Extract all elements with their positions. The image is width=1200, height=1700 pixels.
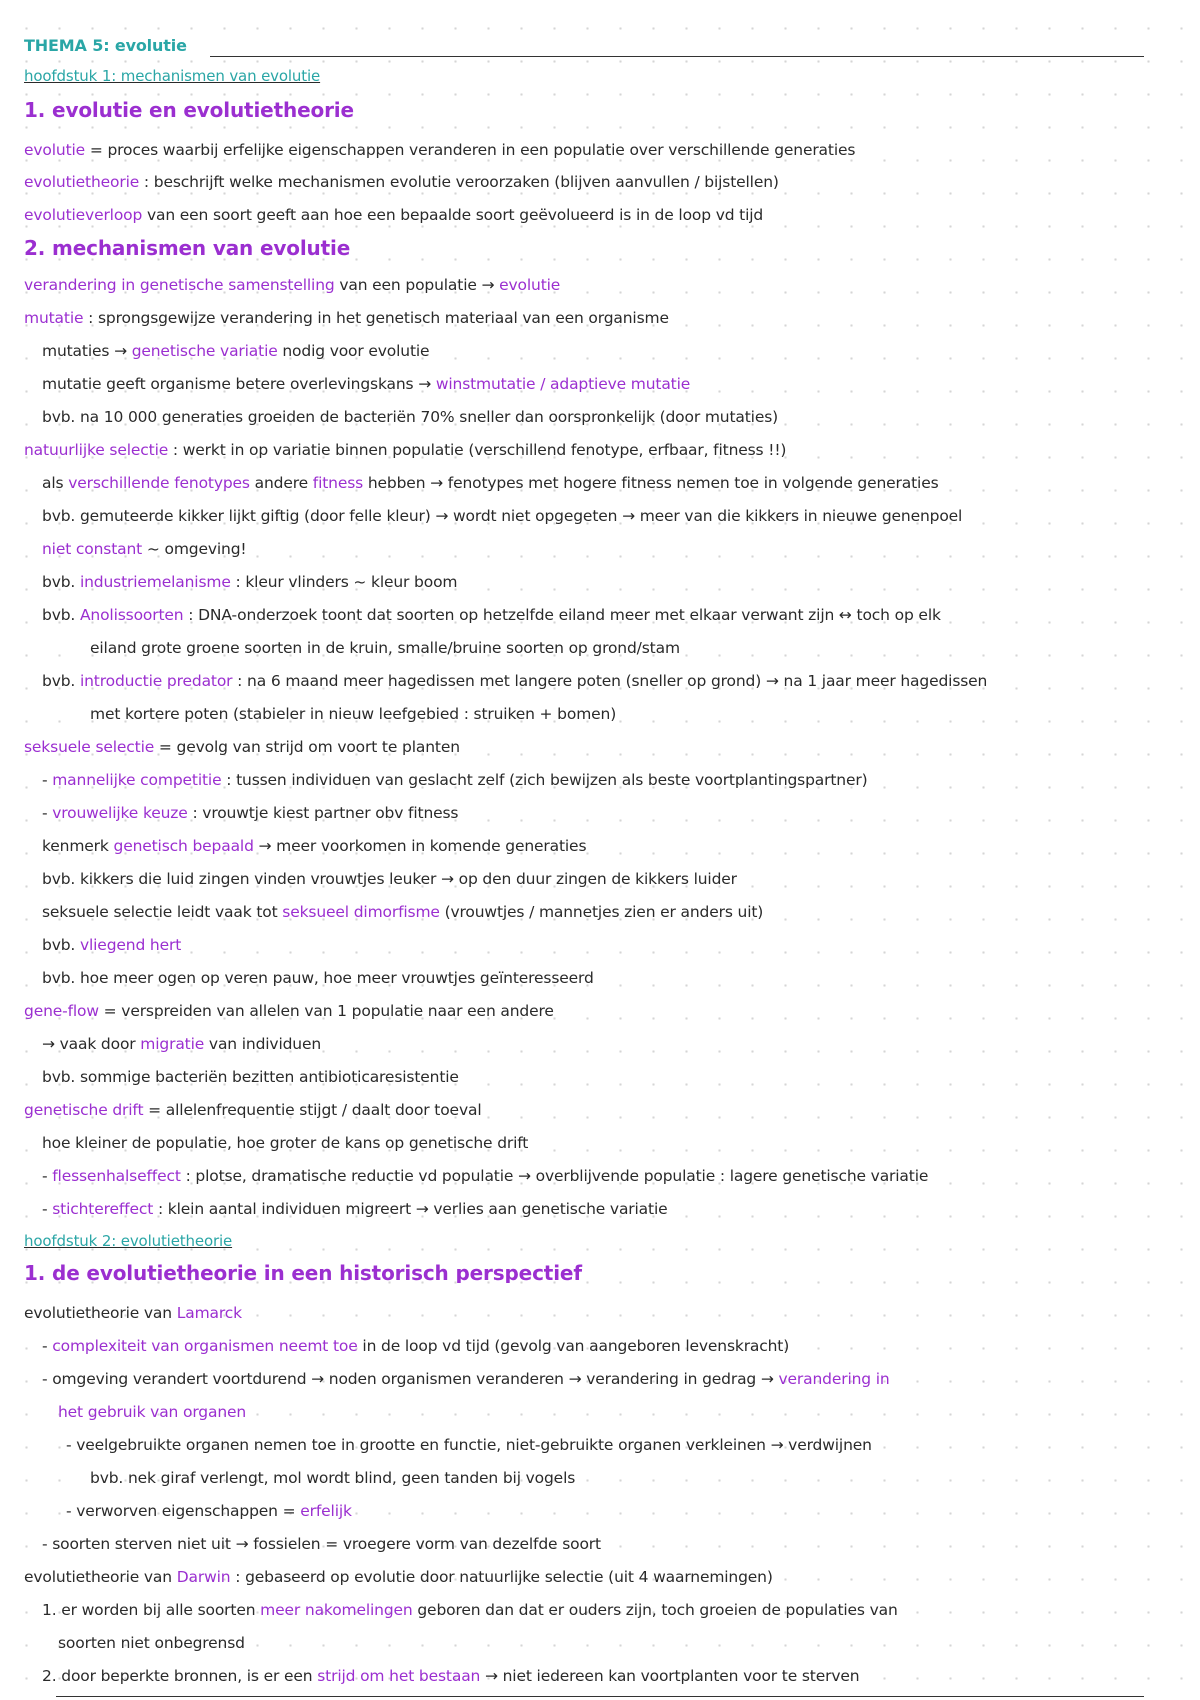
note-line — [42, 1534, 1182, 1554]
note-line — [42, 1336, 1182, 1356]
note-text: bvb. hoe meer ogen op veren pauw, hoe meer vrouwtjes geïnteresseerd — [42, 969, 594, 987]
note-line — [24, 1303, 1182, 1323]
note-line — [24, 1567, 1182, 1587]
highlighted-term: verandering in — [778, 1370, 890, 1388]
note-line — [58, 1402, 1182, 1422]
note-text: mutatie geeft organisme betere overlevingskans → — [42, 375, 436, 393]
note-line — [42, 671, 1182, 691]
note-text: van individuen — [204, 1035, 322, 1053]
highlighted-term: genetische drift — [24, 1101, 144, 1119]
highlighted-term: vrouwelijke keuze — [52, 804, 188, 822]
note-text: andere — [249, 474, 313, 492]
note-line — [42, 374, 1182, 394]
highlighted-term: migratie — [140, 1035, 205, 1053]
note-line — [66, 1501, 1182, 1521]
note-text: - — [42, 804, 53, 822]
note-text: ~ omgeving! — [142, 540, 247, 558]
note-text: - veelgebruikte organen nemen toe in grootte en functie, niet-gebruikte organen verkleinen → verdwijnen — [66, 1436, 872, 1454]
note-text: : plotse, dramatische reductie vd populatie → overblijvende populatie : lagere genetische variatie — [180, 1167, 929, 1185]
note-text: nodig voor evolutie — [277, 342, 430, 360]
note-text: hoe kleiner de populatie, hoe groter de kans op genetische drift — [42, 1134, 529, 1152]
note-line — [42, 1133, 1182, 1153]
note-line — [58, 1633, 1182, 1653]
highlighted-term: Anolissoorten — [79, 606, 184, 624]
highlighted-term: seksuele selectie — [24, 738, 155, 756]
note-text: bvb. nek giraf verlengt, mol wordt blind, geen tanden bij vogels — [90, 1469, 576, 1487]
note-text: = verspreiden van allelen van 1 populatie naar een andere — [98, 1002, 554, 1020]
chapter-heading — [24, 1231, 1182, 1251]
note-text: evolutietheorie van — [24, 1568, 177, 1586]
note-line — [42, 770, 1182, 790]
note-line — [24, 440, 1182, 460]
note-text: van een soort geeft aan hoe een bepaalde soort geëvolueerd is in de loop vd tijd — [142, 206, 764, 224]
note-text: bvb. — [42, 936, 80, 954]
note-text: geboren dan dat er ouders zijn, toch groeien de populaties van — [412, 1601, 898, 1619]
note-text: hoofdstuk 1: mechanismen van evolutie — [24, 67, 321, 85]
note-text: → meer voorkomen in komende generaties — [253, 837, 587, 855]
note-line — [24, 275, 1182, 295]
note-text: - — [42, 1167, 53, 1185]
note-text: kenmerk — [42, 837, 114, 855]
note-line — [24, 1100, 1182, 1120]
note-text: - omgeving verandert voortdurend → noden organismen veranderen → verandering in gedrag → — [42, 1370, 779, 1388]
highlighted-term: niet constant — [42, 540, 143, 558]
highlighted-term: mannelijke competitie — [52, 771, 222, 789]
theme-title: THEMA 5: evolutie — [24, 36, 187, 55]
note-text: bvb. — [42, 672, 80, 690]
note-text: = gevolg van strijd om voort te planten — [154, 738, 460, 756]
note-line — [42, 572, 1182, 592]
footer-rule — [56, 1696, 1144, 1697]
note-line — [42, 902, 1182, 922]
highlighted-term: evolutieverloop — [24, 206, 143, 224]
note-text: mutaties → — [42, 342, 132, 360]
note-text: soorten niet onbegrensd — [58, 1634, 245, 1652]
highlighted-term: het gebruik van organen — [58, 1403, 247, 1421]
highlighted-term: meer nakomelingen — [260, 1601, 413, 1619]
note-line — [42, 836, 1182, 856]
note-text: als — [42, 474, 69, 492]
note-text: : DNA-onderzoek toont dat soorten op hetzelfde eiland meer met elkaar verwant zijn ↔ toch op elk — [183, 606, 941, 624]
note-text: eiland grote groene soorten in de kruin, smalle/bruine soorten op grond/stam — [90, 639, 680, 657]
note-text: bvb. na 10 000 generaties groeiden de bacteriën 70% sneller dan oorspronkelijk (door mutaties) — [42, 408, 779, 426]
note-line — [24, 1001, 1182, 1021]
highlighted-term: evolutietheorie — [24, 173, 140, 191]
note-text: bvb. kikkers die luid zingen vinden vrouwtjes leuker → op den duur zingen de kikkers luider — [42, 870, 737, 888]
note-line — [42, 1166, 1182, 1186]
note-line — [90, 1468, 1182, 1488]
note-text: bvb. — [42, 606, 80, 624]
note-text: = allelenfrequentie stijgt / daalt door toeval — [143, 1101, 482, 1119]
highlighted-term: strijd om het bestaan — [317, 1667, 481, 1685]
note-text: : kleur vlinders ~ kleur boom — [230, 573, 458, 591]
note-line — [24, 737, 1182, 757]
highlighted-term: genetische variatie — [131, 342, 278, 360]
note-text: evolutietheorie van — [24, 1304, 177, 1322]
note-text: in de loop vd tijd (gevolg van aangeboren levenskracht) — [357, 1337, 790, 1355]
highlighted-term: Darwin — [176, 1568, 231, 1586]
note-line — [42, 407, 1182, 427]
highlighted-term: flessenhalseffect — [52, 1167, 181, 1185]
note-text: - — [42, 1337, 53, 1355]
note-line — [42, 1199, 1182, 1219]
header-rule — [210, 56, 1144, 57]
highlighted-term: winstmutatie / adaptieve mutatie — [435, 375, 691, 393]
note-text: 2. door beperkte bronnen, is er een — [42, 1667, 318, 1685]
note-line — [24, 205, 1182, 225]
note-line — [90, 638, 1182, 658]
highlighted-term: 1. de evolutietheorie in een historisch perspectief — [24, 1263, 582, 1283]
note-text: : gebaseerd op evolutie door natuurlijke selectie (uit 4 waarnemingen) — [230, 1568, 773, 1586]
highlighted-term: verandering in genetische samenstelling — [24, 276, 335, 294]
note-text: met kortere poten (stabieler in nieuw leefgebied : struiken + bomen) — [90, 705, 617, 723]
highlighted-term: natuurlijke selectie — [24, 441, 169, 459]
note-text: 1. er worden bij alle soorten — [42, 1601, 261, 1619]
highlighted-term: verschillende fenotypes — [68, 474, 250, 492]
highlighted-term: evolutie — [24, 141, 86, 159]
section-heading — [24, 238, 1182, 258]
note-text: - verworven eigenschappen = — [66, 1502, 301, 1520]
note-text: hebben → fenotypes met hogere fitness nemen toe in volgende generaties — [363, 474, 939, 492]
note-text: van een populatie → — [334, 276, 500, 294]
note-line — [42, 1369, 1182, 1389]
highlighted-term: introductie predator — [79, 672, 233, 690]
note-text: → vaak door — [42, 1035, 141, 1053]
note-line — [42, 869, 1182, 889]
note-text: : werkt in op variatie binnen populatie (verschillend fenotype, erfbaar, fitness !!) — [168, 441, 787, 459]
note-text: bvb. — [42, 573, 80, 591]
note-line — [42, 1600, 1182, 1620]
note-line — [42, 1034, 1182, 1054]
highlighted-term: genetisch bepaald — [113, 837, 254, 855]
note-text: - soorten sterven niet uit → fossielen = vroegere vorm van dezelfde soort — [42, 1535, 601, 1553]
highlighted-term: seksueel dimorfisme — [282, 903, 440, 921]
highlighted-term: stichtereffect — [52, 1200, 154, 1218]
note-line — [24, 140, 1182, 160]
note-text: : sprongsgewijze verandering in het genetisch materiaal van een organisme — [83, 309, 669, 327]
note-line — [42, 1067, 1182, 1087]
note-line — [24, 172, 1182, 192]
note-text: - — [42, 1200, 53, 1218]
note-text: - — [42, 771, 53, 789]
highlighted-term: mutatie — [24, 309, 84, 327]
highlighted-term: Lamarck — [176, 1304, 242, 1322]
section-heading — [24, 100, 1182, 120]
chapter-heading — [24, 66, 1182, 86]
note-line — [42, 803, 1182, 823]
note-line — [66, 1435, 1182, 1455]
note-text: : vrouwtje kiest partner obv fitness — [187, 804, 459, 822]
highlighted-term: 1. evolutie en evolutietheorie — [24, 100, 354, 120]
highlighted-term: complexiteit van organismen neemt toe — [52, 1337, 358, 1355]
note-text: bvb. sommige bacteriën bezitten antibioticaresistentie — [42, 1068, 459, 1086]
note-text: hoofdstuk 2: evolutietheorie — [24, 1232, 233, 1250]
highlighted-term: vliegend hert — [79, 936, 182, 954]
note-text: : klein aantal individuen migreert → verlies aan genetische variatie — [153, 1200, 668, 1218]
highlighted-term: erfelijk — [300, 1502, 352, 1520]
note-line — [90, 704, 1182, 724]
note-line — [42, 605, 1182, 625]
note-line — [42, 1666, 1182, 1686]
note-line — [42, 968, 1182, 988]
note-text: = proces waarbij erfelijke eigenschappen veranderen in een populatie over verschillende generaties — [85, 141, 856, 159]
highlighted-term: industriemelanisme — [79, 573, 231, 591]
highlighted-term: 2. mechanismen van evolutie — [24, 238, 351, 258]
note-text: bvb. gemuteerde kikker lijkt giftig (door felle kleur) → wordt niet opgegeten → meer van die kikkers in nieuwe genenpoel — [42, 507, 963, 525]
note-line — [42, 935, 1182, 955]
note-text: : tussen individuen van geslacht zelf (zich bewijzen als beste voortplantingspartner) — [221, 771, 868, 789]
note-line — [42, 506, 1182, 526]
highlighted-term: evolutie — [499, 276, 561, 294]
note-text: (vrouwtjes / mannetjes zien er anders uit) — [439, 903, 764, 921]
note-line — [42, 341, 1182, 361]
note-text: → niet iedereen kan voortplanten voor te sterven — [480, 1667, 860, 1685]
highlighted-term: gene-flow — [24, 1002, 99, 1020]
note-line — [42, 539, 1182, 559]
note-line — [24, 308, 1182, 328]
note-line — [42, 473, 1182, 493]
highlighted-term: fitness — [312, 474, 364, 492]
note-text: : beschrijft welke mechanismen evolutie veroorzaken (blijven aanvullen / bijstellen) — [139, 173, 779, 191]
note-text: : na 6 maand meer hagedissen met langere poten (sneller op grond) → na 1 jaar meer hagedissen — [232, 672, 988, 690]
note-text: seksuele selectie leidt vaak tot — [42, 903, 283, 921]
section-heading — [24, 1263, 1182, 1283]
